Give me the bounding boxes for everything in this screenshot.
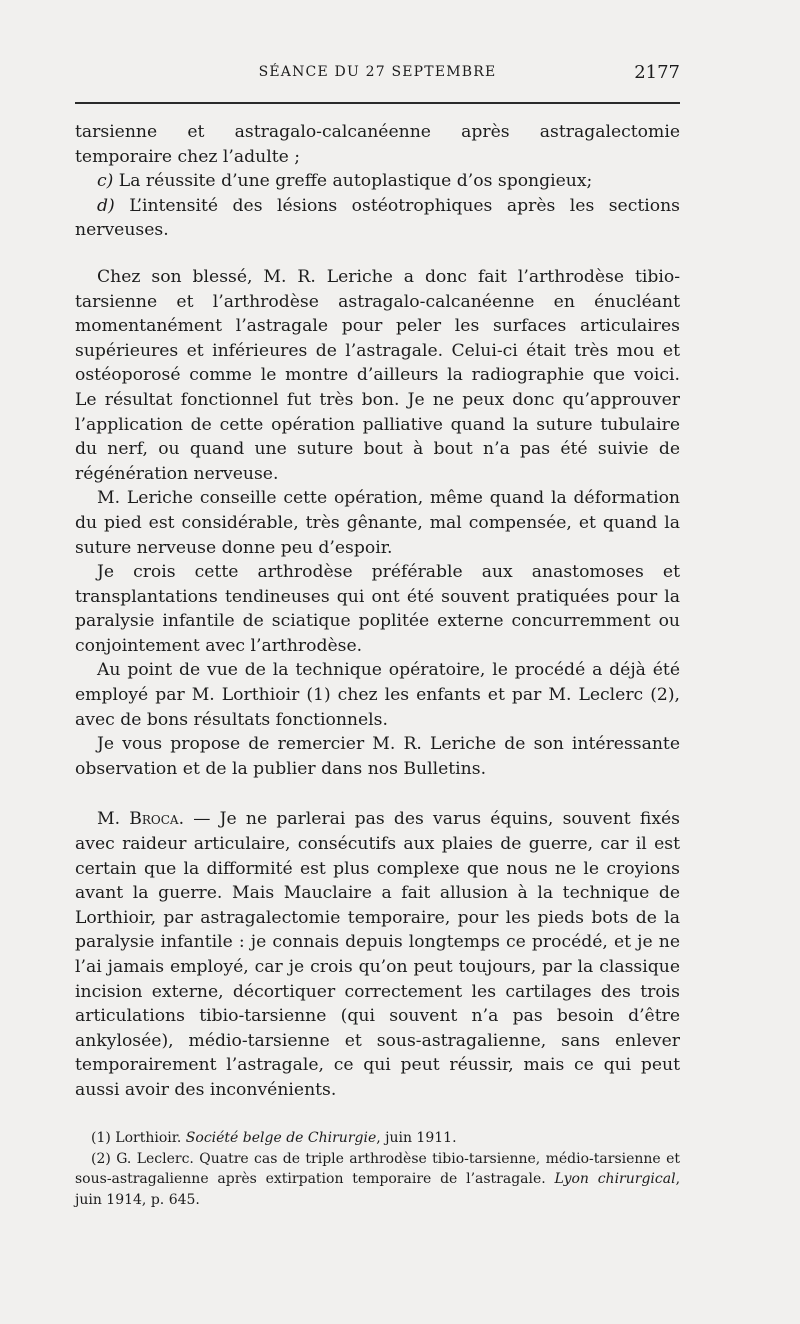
list-text: La réussite d’une greffe autoplastique d’os spongieux; (113, 171, 593, 192)
text-run: , avec de bons résultats fonctionnels. (75, 685, 681, 730)
body-text (75, 120, 680, 1103)
footnote-ref-2: (2) (650, 685, 675, 706)
footnotes (75, 1128, 680, 1210)
paragraph-crois: Je crois cette arthrodèse préférable aux anastomoses et transplantations tendineuses qui ont été souvent pratiquées pour la paralysie infantile de sciatique poplitée externe concurremment ou conjointement avec l’arthrodèse. (75, 562, 680, 656)
paragraph-broca (75, 807, 680, 1102)
text-run: , juin 1911. (376, 1130, 457, 1146)
speaker-name: M. Broca. (97, 809, 185, 830)
footnote-1 (75, 1128, 680, 1149)
list-text: L’intensité des lésions ostéotrophiques après les sections nerveuses. (75, 195, 680, 241)
paragraph-continuation: tarsienne et astragalo-calcanéenne après astragalectomie temporaire chez l’adulte ; (75, 122, 680, 167)
list-marker: d) (97, 195, 115, 216)
paragraph-conseille: M. Leriche conseille cette opération, même quand la déformation du pied est considérable, très gênante, mal compensée, et quand la suture nerveuse donne peu d’espoir. (75, 488, 680, 558)
paragraph-propose: Je vous propose de remercier M. R. Leriche de son intéressante observation et de la publier dans nos Bulletins. (75, 734, 680, 779)
text-run: Au point de vue de la technique opératoire, le procédé a déjà été employé par M. Lorthioir (75, 660, 680, 706)
paragraph-leriche: Chez son blessé, M. R. Leriche a donc fait l’arthrodèse tibio-tarsienne et l’arthrodèse astragalo-calcanéenne en énucléant momentanément l’astragale pour peler les surfaces articulaires supérieures et inférieures de l’astragale. Celui-ci était très mou et ostéoporosé comme le montre d’ailleurs la radiographie que voici. Le résultat fonctionnel fut très bon. Je ne peux donc qu’approuver l’application de cette opération palliative quand la suture tubulaire du nerf, ou quand une suture bout à bout n’a pas été suivie de régénération nerveuse. (75, 266, 680, 484)
page-number: 2177 (634, 62, 680, 83)
journal-title: Lyon chirurgical (554, 1171, 676, 1187)
text-run: G. Leclerc. Quatre cas de triple arthrodèse tibio-tarsienne, médio-tarsienne et sous-astragalienne après extirpation temporaire de l’astragale. (75, 1150, 680, 1187)
page-header (75, 64, 680, 88)
paragraph-point-de-vue (75, 658, 680, 732)
running-title: SÉANCE DU 27 SEPTEMBRE (258, 64, 497, 80)
list-item (75, 194, 680, 243)
list-item (75, 169, 680, 194)
footnote-2 (75, 1149, 680, 1211)
text-run: chez les enfants et par M. Leclerc (330, 685, 651, 706)
list-marker: c) (97, 171, 114, 192)
footnote-number: (1) (91, 1130, 111, 1146)
text-run: , juin 1914, p. 645. (75, 1171, 681, 1208)
footnote-number: (2) (91, 1150, 111, 1167)
journal-title: Société belge de Chirurgie (185, 1130, 377, 1146)
footnote-ref-1: (1) (306, 685, 331, 706)
text-run: Lorthioir. (110, 1130, 186, 1146)
header-rule (75, 102, 680, 104)
text-run: — Je ne parlerai pas des varus équins, souvent fixés avec raideur articulaire, consécutifs aux plaies de guerre, car il est certain que la difformité est plus complexe que nous ne le croyions avant la guerre. Mais Mauclaire a fait allusion à la technique de Lorthioir, par astragalectomie temporaire, pour les pieds bots de la paralysie infantile : je connais depuis longtemps ce procédé, et je ne l’ai jamais employé, car je crois qu’on peut toujours, par la classique incision externe, décortiquer correctement les cartilages des trois articulations tibio-tarsienne (qui souvent n’a pas besoin d’être ankylosée), médio-tarsienne et sous-astragalienne, sans enlever temporairement l’astragale, ce qui peut réussir, mais ce qui peut aussi avoir des inconvénients. (75, 809, 681, 1100)
